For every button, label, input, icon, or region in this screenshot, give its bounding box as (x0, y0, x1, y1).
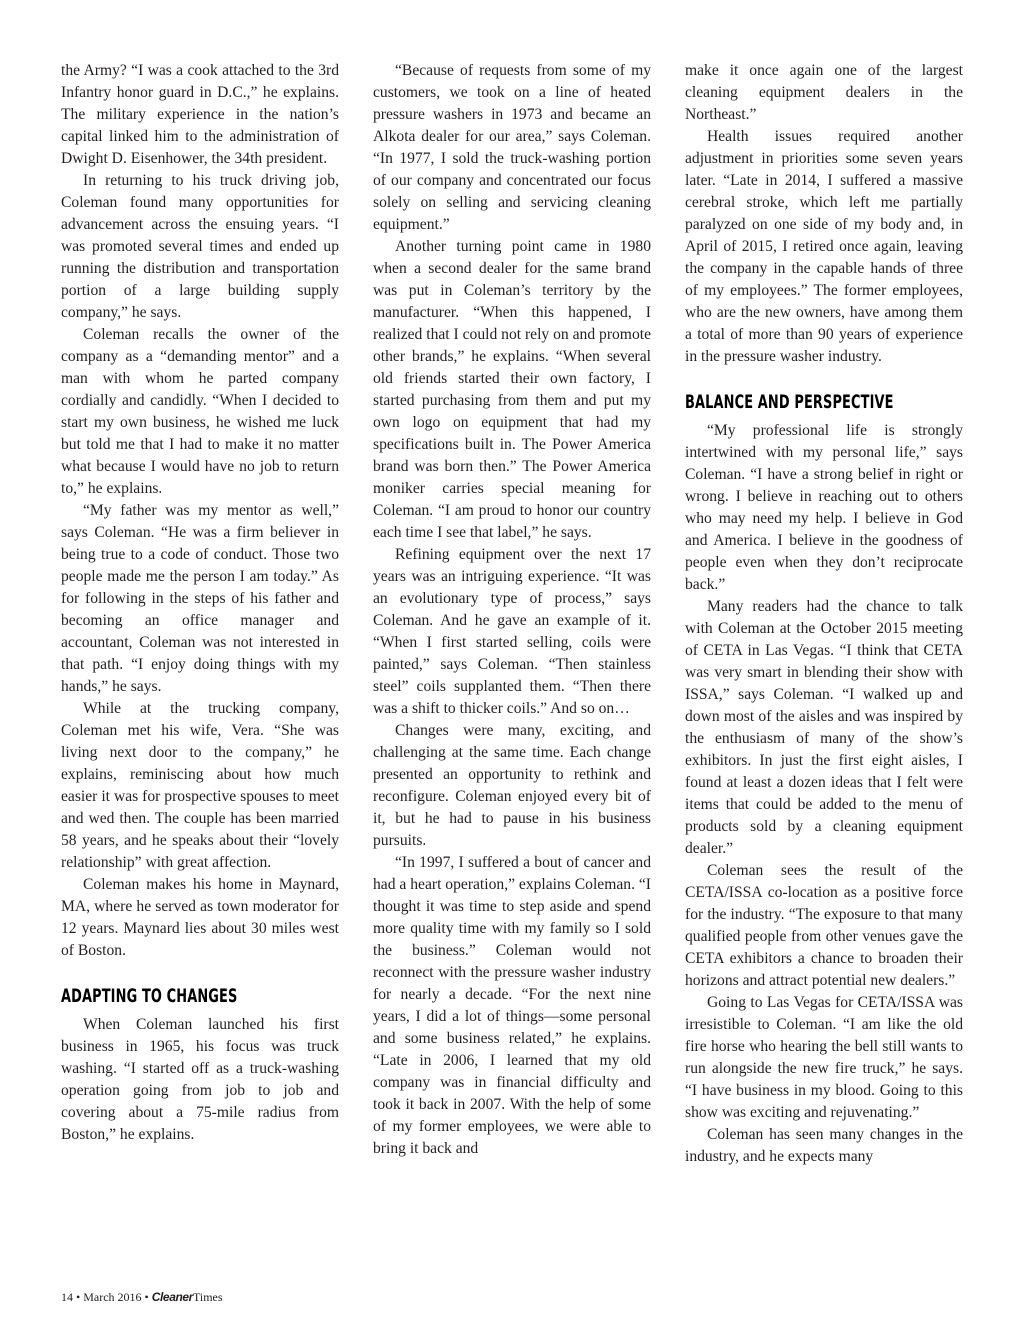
paragraph: Coleman recalls the owner of the company as a “demanding mentor” and a man with whom he parted company cordially and candidly. “When I decided to start my own business, he wished me luck but told me that I had to make it no matter what because I would have no job to return to,” he explains. (61, 326, 339, 497)
paragraph: “My father was my mentor as well,” says Coleman. “He was a firm believer in being true to a code of conduct. Those two people made me the person I am today.” As for following in the steps of his father and becoming an office manager and accountant, Coleman was not interested in that path. “I enjoy doing things with my hands,” he says. (61, 502, 339, 695)
page-number: 14 (61, 1290, 73, 1304)
issue-date: March 2016 (83, 1290, 142, 1304)
paragraph: When Coleman launched his first business in 1965, his focus was truck washing. “I started off as a truck-washing operation going from job to job and covering about a 75-mile radius from Boston,” he explains. (61, 1016, 339, 1143)
page-footer (61, 1290, 223, 1305)
publication-logo-text: Cleaner (151, 1290, 193, 1304)
paragraph: the Army? “I was a cook attached to the 3rd Infantry honor guard in D.C.,” he explains. The military experience in the nation’s capital linked him to the administration of Dwight D. Eisenhower, the 34th president. (61, 62, 339, 167)
paragraph: Coleman sees the result of the CETA/ISSA co-location as a positive force for the industry. “The exposure to that many qualified people from other venues gave the CETA exhibitors a chance to broaden their horizons and attract potential new dealers.” (685, 862, 963, 989)
paragraph: Coleman makes his home in Maynard, MA, where he served as town moderator for 12 years. Maynard lies about 30 miles west of Boston. (61, 876, 339, 959)
paragraph: While at the trucking company, Coleman met his wife, Vera. “She was living next door to the company,” he explains, reminiscing about how much easier it was for prospective spouses to meet and wed then. The couple has been married 58 years, and he speaks about their “lovely relationship” with great affection. (61, 700, 339, 871)
paragraph: Going to Las Vegas for CETA/ISSA was irresistible to Coleman. “I am like the old fire horse who hearing the bell still wants to run alongside the new fire truck,” he says. “I have business in my blood. Going to this show was exciting and rejuvenating.” (685, 994, 963, 1121)
article-column-2 (373, 60, 651, 1160)
paragraph: Changes were many, exciting, and challenging at the same time. Each change presented an opportunity to rethink and reconfigure. Coleman enjoyed every bit of it, but he had to pause in his business pursuits. (373, 722, 651, 849)
publication-name: Times (192, 1290, 223, 1304)
paragraph: “Because of requests from some of my customers, we took on a line of heated pressure washers in 1973 and became an Alkota dealer for our area,” says Coleman. “In 1977, I sold the truck-washing portion of our company and concentrated our focus solely on selling and servicing cleaning equipment.” (373, 62, 651, 233)
paragraph: Coleman has seen many changes in the industry, and he expects many (685, 1126, 963, 1165)
paragraph: make it once again one of the largest cleaning equipment dealers in the Northeast.” (685, 62, 963, 123)
paragraph: “In 1997, I suffered a bout of cancer and had a heart operation,” explains Coleman. “I thought it was time to step aside and spend more quality time with my family so I sold the business.” Coleman would not reconnect with the pressure washer industry for nearly a decade. “For the next nine years, I did a lot of things—some personal and some business related,” he explains. “Late in 2006, I learned that my old company was in financial difficulty and took it back in 2007. With the help of some of my former employees, we were able to bring it back and (373, 854, 651, 1157)
section-heading-balance: BALANCE AND PERSPECTIVE (685, 391, 894, 413)
article-column-3 (685, 60, 963, 1168)
paragraph: Health issues required another adjustment in priorities some seven years later. “Late in 2014, I suffered a massive cerebral stroke, which left me partially paralyzed on one side of my body and, in April of 2015, I retired once again, leaving the company in the capable hands of three of my employees.” The former employees, who are the new owners, have among them a total of more than 90 years of experience in the pressure washer industry. (685, 128, 963, 365)
paragraph: Refining equipment over the next 17 years was an intriguing experience. “It was an evolutionary type of process,” says Coleman. And he gave an example of it. “When I first started selling, coils were painted,” says Coleman. “Then stainless steel” coils supplanted them. “Then there was a shift to thicker coils.” And so on… (373, 546, 651, 717)
separator: • (144, 1290, 149, 1304)
paragraph: Another turning point came in 1980 when a second dealer for the same brand was put in Coleman’s territory by the manufacturer. “When this happened, I realized that I could not rely on and promote other brands,” he explains. “When several old friends started their own factory, I started purchasing from them and put my own logo on equipment that had my specifications built in. The Power America brand was born then.” The Power America moniker carries special meaning for Coleman. “I am proud to honor our country each time I see that label,” he says. (373, 238, 651, 541)
paragraph: In returning to his truck driving job, Coleman found many opportunities for advancement across the ensuing years. “I was promoted several times and ended up running the distribution and transportation portion of a large building supply company,” he says. (61, 172, 339, 321)
paragraph: “My professional life is strongly intertwined with my personal life,” says Coleman. “I have a strong belief in right or wrong. I believe in reaching out to others who may need my help. I believe in God and America. I believe in the goodness of people even when they don’t reciprocate back.” (685, 422, 963, 593)
section-heading-adapting: ADAPTING TO CHANGES (61, 985, 238, 1007)
article-column-1 (61, 60, 339, 1146)
paragraph: Many readers had the chance to talk with Coleman at the October 2015 meeting of CETA in Las Vegas. “I think that CETA was very smart in blending their show with ISSA,” says Coleman. “I walked up and down most of the aisles and was inspired by the enthusiasm of many of the show’s exhibitors. In just the first eight aisles, I found at least a dozen ideas that I felt were items that could be added to the menu of products sold by a cleaning equipment dealer.” (685, 598, 963, 857)
separator: • (76, 1290, 81, 1304)
